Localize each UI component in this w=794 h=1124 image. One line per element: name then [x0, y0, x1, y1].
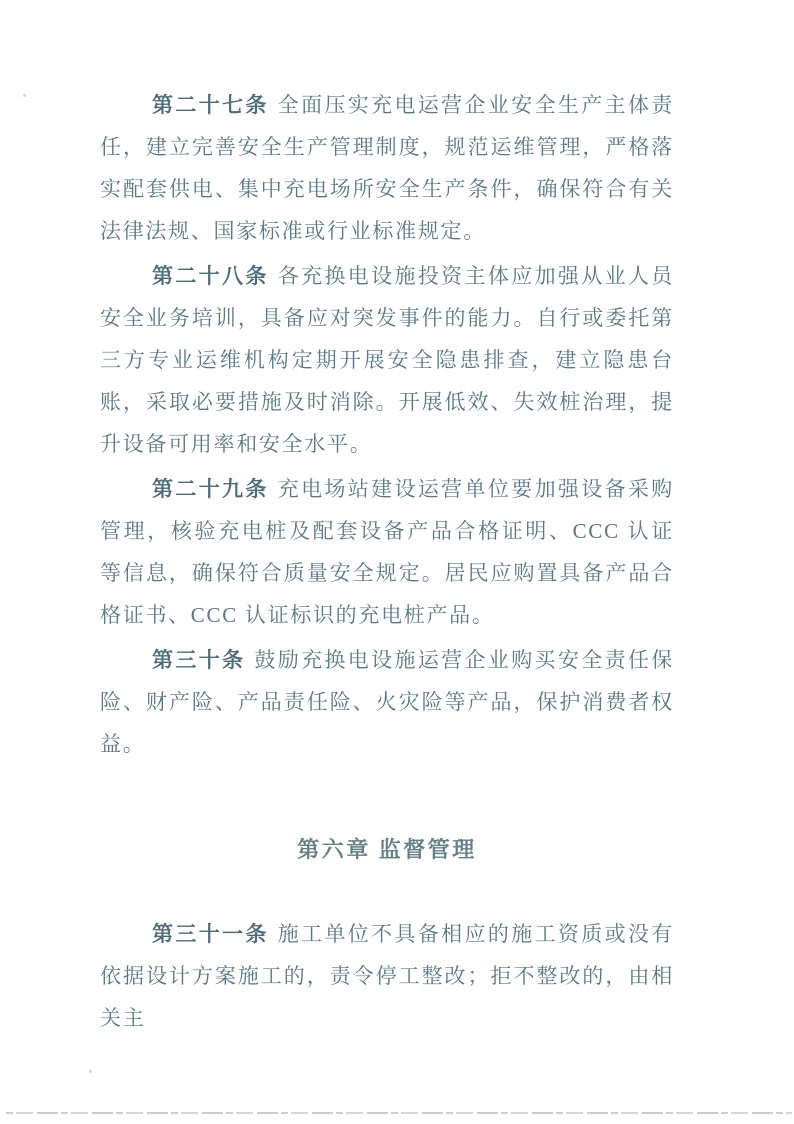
article-text: 充电场站建设运营单位要加强设备采购管理，核验充电桩及配套设备产品合格证明、CCC 认证等信息，确保符合质量安全规定。居民应购置具备产品合格证书、CCC 认证标识的充电桩产品。 — [100, 477, 675, 627]
article-term: 第三十一条 — [152, 922, 269, 946]
article-term: 第二十八条 — [152, 264, 269, 288]
article-paragraph-27 — [100, 84, 674, 252]
scan-speck — [23, 94, 26, 97]
article-paragraph-31 — [100, 913, 674, 1039]
scan-speck — [89, 1070, 92, 1073]
article-text: 鼓励充换电设施运营企业购买安全责任保险、财产险、产品责任险、火灾险等产品，保护消费者权益。 — [100, 648, 674, 756]
document-body — [100, 84, 674, 1042]
article-text: 施工单位不具备相应的施工资质或没有依据设计方案施工的，责令停工整改；拒不整改的，由相关主 — [100, 922, 675, 1030]
article-paragraph-29 — [100, 468, 674, 636]
article-paragraph-28 — [100, 255, 674, 465]
scan-artifact-line — [6, 1112, 792, 1114]
article-text: 各充换电设施投资主体应加强从业人员安全业务培训，具备应对突发事件的能力。自行或委托第三方专业运维机构定期开展安全隐患排查，建立隐患台账，采取必要措施及时消除。开展低效、失效桩治理，提升设备可用率和安全水平。 — [100, 264, 675, 456]
chapter-heading: 第六章 监督管理 — [297, 837, 477, 862]
article-paragraph-30 — [100, 639, 674, 765]
article-term: 第二十九条 — [152, 477, 269, 501]
article-text: 全面压实充电运营企业安全生产主体责任，建立完善安全生产管理制度，规范运维管理，严格落实配套供电、集中充电场所安全生产条件，确保符合有关法律法规、国家标准或行业标准规定。 — [100, 93, 675, 243]
article-term: 第二十七条 — [152, 93, 269, 117]
article-term: 第三十条 — [152, 648, 246, 672]
